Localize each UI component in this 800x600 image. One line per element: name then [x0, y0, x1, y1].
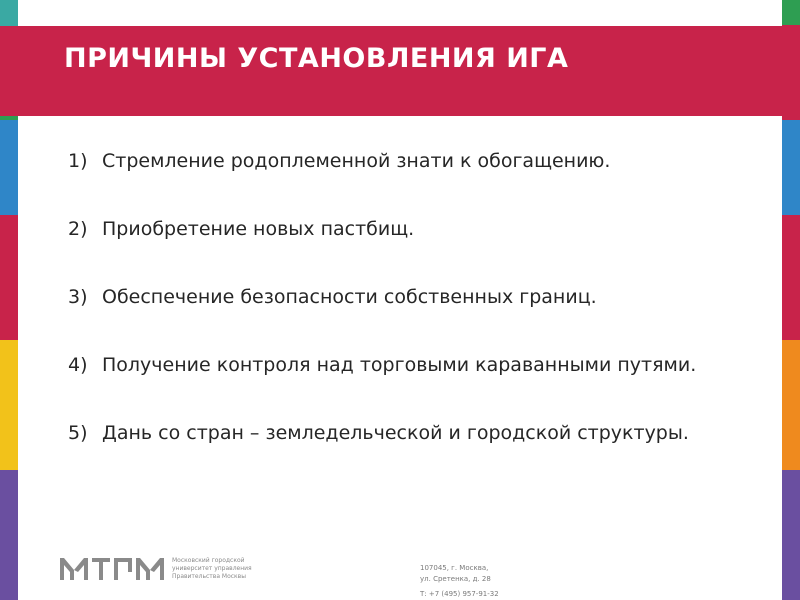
footer-phone: Т: +7 (495) 957-91-32: [420, 590, 499, 598]
list-item-text: Приобретение новых пастбищ.: [102, 218, 415, 240]
list-item: [68, 418, 752, 448]
list-item-text: Обеспечение безопасности собственных границ.: [102, 286, 597, 308]
footer-address-line: ул. Сретенка, д. 28: [420, 575, 491, 583]
footer-address: [420, 563, 491, 585]
list-item-text: Получение контроля над торговыми караванными путями.: [102, 354, 697, 376]
list-item-number: 5): [68, 422, 88, 444]
slide-title: ПРИЧИНЫ УСТАНОВЛЕНИЯ ИГА: [64, 43, 569, 74]
footer-org-line: Московский городской: [172, 557, 245, 564]
list-item-number: 2): [68, 218, 88, 240]
footer-address-line: 107045, г. Москва,: [420, 564, 489, 572]
list-item: [68, 214, 752, 244]
list-item: [68, 350, 752, 380]
list-item: [68, 282, 752, 312]
list-item-text: Стремление родоплеменной знати к обогащению.: [102, 150, 611, 172]
footer-org-line: Правительства Москвы: [172, 573, 246, 580]
list-item-number: 4): [68, 354, 88, 376]
list-item: [68, 146, 752, 176]
footer-org-name: [172, 557, 262, 581]
mguu-logo-icon: [60, 556, 166, 586]
reasons-list: [68, 146, 752, 448]
list-item-text: Дань со стран – земледельческой и городской структуры.: [102, 422, 689, 444]
footer-org-line: университет управления: [172, 565, 252, 572]
list-item-number: 1): [68, 150, 88, 172]
list-item-number: 3): [68, 286, 88, 308]
